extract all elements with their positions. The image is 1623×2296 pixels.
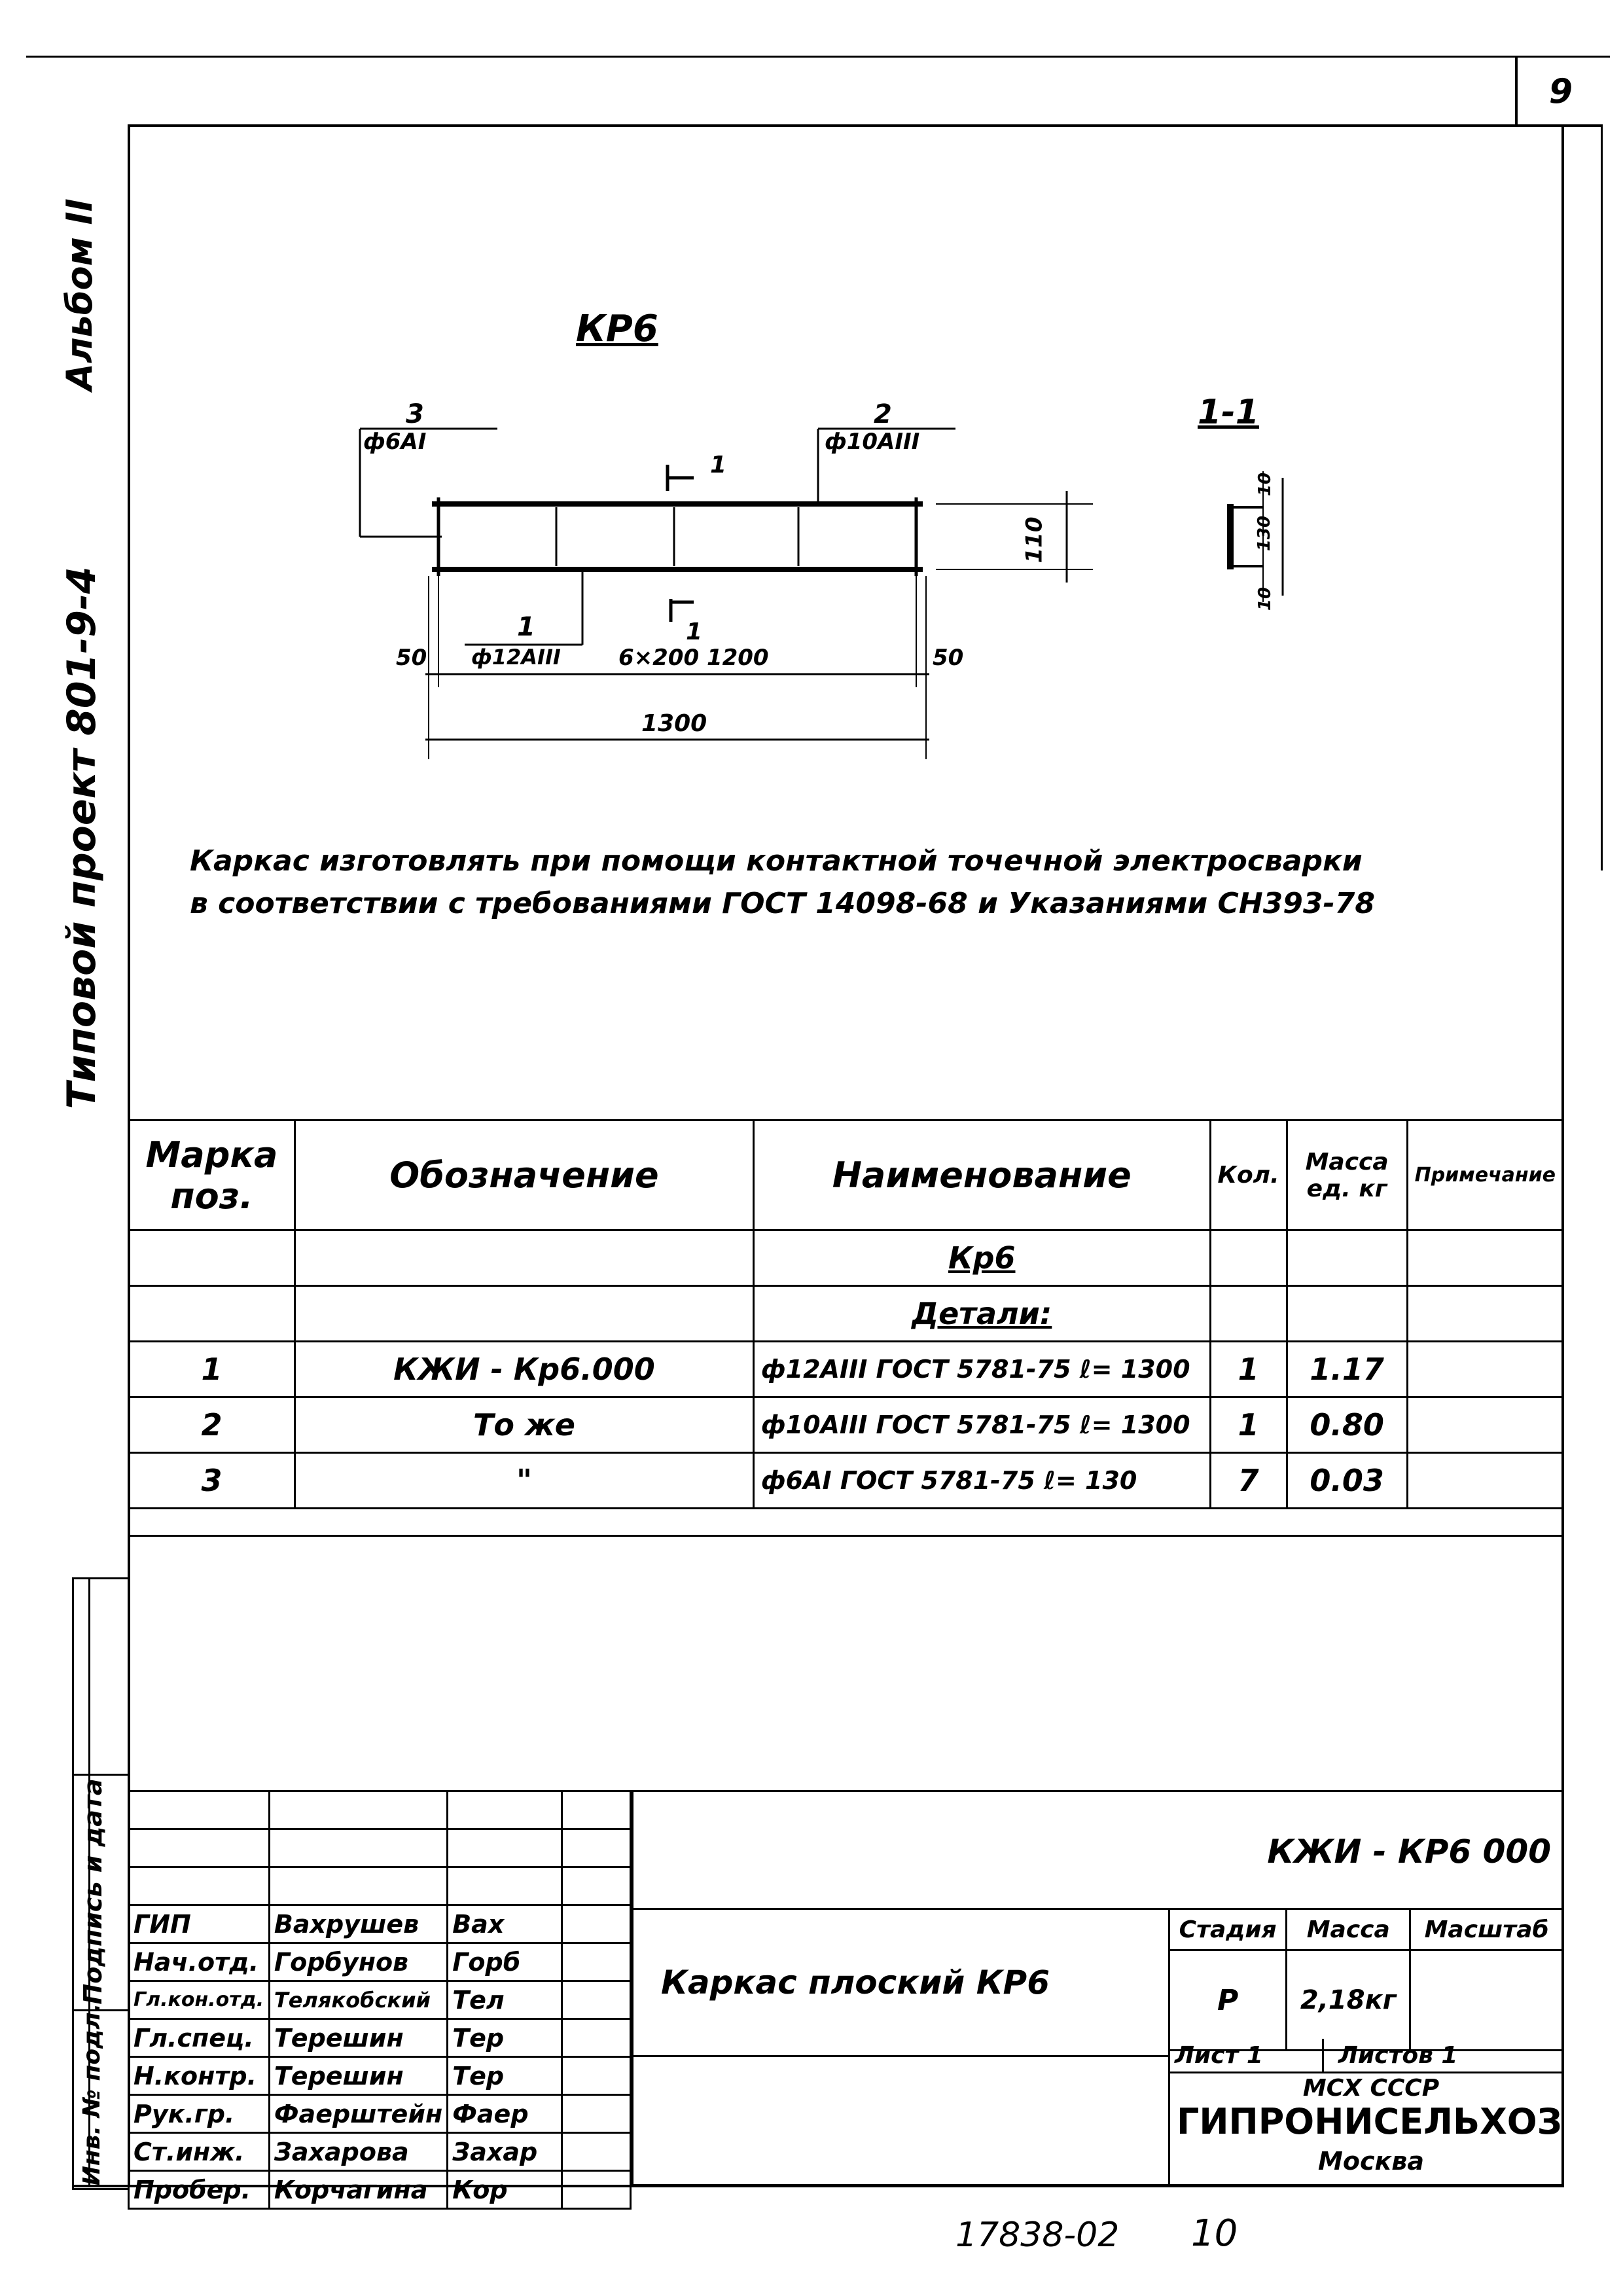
page-number: 10 bbox=[1191, 2212, 1238, 2255]
note-line1: Каркас изготовлять при помощи контактной точечной электросварки bbox=[190, 844, 1363, 878]
group-sub: Детали: bbox=[753, 1286, 1210, 1342]
tb-v-sheet bbox=[1322, 2039, 1324, 2072]
dim-right: 50 bbox=[933, 645, 964, 671]
callout-2-bar: ф10АIII bbox=[825, 429, 920, 455]
table-row: Пробер. Корчагина Кор bbox=[129, 2171, 631, 2209]
table-row: Ст.инж. Захарова Захар bbox=[129, 2133, 631, 2171]
stage-table bbox=[1168, 1908, 1564, 2051]
hdr-note: Примечание bbox=[1407, 1121, 1563, 1230]
section-mark-bottom: 1 bbox=[686, 619, 703, 645]
doc-code: КЖИ - КР6 000 bbox=[1267, 1833, 1551, 1871]
signature: Захар bbox=[448, 2133, 562, 2171]
sheet-number: 9 bbox=[1548, 72, 1573, 111]
dim-sec-top: 10 bbox=[1255, 472, 1275, 497]
signature: Фаер bbox=[448, 2095, 562, 2133]
mass-label: Масса bbox=[1287, 1909, 1410, 1950]
drawing-title: КР6 bbox=[576, 308, 658, 350]
table-row: Рук.гр. Фаерштейн Фаер bbox=[129, 2095, 631, 2133]
hdr-mark: Марка поз. bbox=[129, 1121, 295, 1230]
dim-height: 110 bbox=[1021, 516, 1048, 564]
signature: Кор bbox=[448, 2171, 562, 2209]
specification-table bbox=[128, 1119, 1564, 1509]
table-row: Нач.отд. Горбунов Горб bbox=[129, 1943, 631, 1981]
table-row: Гл.кон.отд. Телякобский Тел bbox=[129, 1981, 631, 2019]
dim-left: 50 bbox=[396, 645, 427, 671]
callout-2-pos: 2 bbox=[874, 399, 892, 429]
spec-subgroup-row bbox=[129, 1286, 1563, 1342]
callout-1-bar: ф12АIII bbox=[471, 645, 561, 670]
signature: Горб bbox=[448, 1943, 562, 1981]
org-name: ГИПРОНИСЕЛЬХОЗ bbox=[1176, 2101, 1563, 2142]
mass-value: 2,18кг bbox=[1287, 1950, 1410, 2051]
table-row: 3 " ф6АI ГОСТ 5781-75 ℓ= 130 7 0.03 bbox=[129, 1453, 1563, 1509]
spec-bottom-line bbox=[128, 1535, 1564, 1537]
hdr-designation: Обозначение bbox=[295, 1121, 754, 1230]
frame-top bbox=[128, 124, 1564, 127]
table-row: Гл.спец. Терешин Тер bbox=[129, 2019, 631, 2057]
scale-label: Масштаб bbox=[1410, 1909, 1563, 1950]
tb-h3 bbox=[1168, 2072, 1564, 2073]
table-row: ГИП Вахрушев Вах bbox=[129, 1905, 631, 1943]
inv-no-label: Инв. № подл. bbox=[79, 2003, 105, 2186]
signature: Вах bbox=[448, 1905, 562, 1943]
callout-3-bar: ф6АI bbox=[363, 429, 427, 455]
section-mark-top: 1 bbox=[710, 452, 727, 478]
dim-mid: 6×200 1200 bbox=[618, 645, 769, 671]
table-row: Н.контр. Терешин Тер bbox=[129, 2057, 631, 2095]
top-border bbox=[26, 56, 1610, 58]
spec-header-row bbox=[129, 1121, 1563, 1230]
sheet-label: Лист 1 bbox=[1175, 2042, 1263, 2069]
archive-number: 17838-02 bbox=[955, 2215, 1120, 2255]
org-ministry: МСХ СССР bbox=[1302, 2075, 1440, 2102]
dim-total: 1300 bbox=[641, 710, 707, 737]
dim-sec-h: 130 bbox=[1255, 515, 1275, 552]
hdr-mass: Масса ед. кг bbox=[1287, 1121, 1407, 1230]
section-title: 1-1 bbox=[1198, 393, 1259, 432]
spec-group-row bbox=[129, 1230, 1563, 1286]
note-line2: в соответствии с требованиями ГОСТ 14098-68 и Указаниями СН393-78 bbox=[190, 887, 1376, 920]
group-title: Кр6 bbox=[753, 1230, 1210, 1286]
signature: Тер bbox=[448, 2019, 562, 2057]
callout-3-pos: 3 bbox=[406, 399, 424, 429]
stage-value: Р bbox=[1169, 1950, 1287, 2051]
table-row: 1 КЖИ - Кр6.000 ф12АIII ГОСТ 5781-75 ℓ= 1300 1 1.17 bbox=[129, 1342, 1563, 1397]
project-label: Типовой проект 801-9-4 bbox=[59, 566, 105, 1109]
table-row: 2 То же ф10АIII ГОСТ 5781-75 ℓ= 1300 1 0.80 bbox=[129, 1397, 1563, 1453]
tb-description: Каркас плоский КР6 bbox=[661, 1964, 1050, 2001]
staff-table bbox=[128, 1790, 632, 2210]
hdr-name: Наименование bbox=[753, 1121, 1210, 1230]
hdr-qty: Кол. bbox=[1210, 1121, 1287, 1230]
tb-h2 bbox=[632, 2055, 1168, 2057]
signature: Тер bbox=[448, 2057, 562, 2095]
sheets-label: Листов 1 bbox=[1338, 2042, 1458, 2069]
right-margin-line bbox=[1601, 124, 1603, 870]
dim-sec-bot: 10 bbox=[1255, 586, 1275, 611]
signature: Тел bbox=[448, 1981, 562, 2019]
org-city: Москва bbox=[1318, 2147, 1424, 2176]
album-label: Альбом II bbox=[59, 198, 100, 391]
callout-1-pos: 1 bbox=[517, 612, 535, 642]
sign-date-label: Подпись и дата bbox=[79, 1778, 107, 2005]
stage-label: Стадия bbox=[1169, 1909, 1287, 1950]
